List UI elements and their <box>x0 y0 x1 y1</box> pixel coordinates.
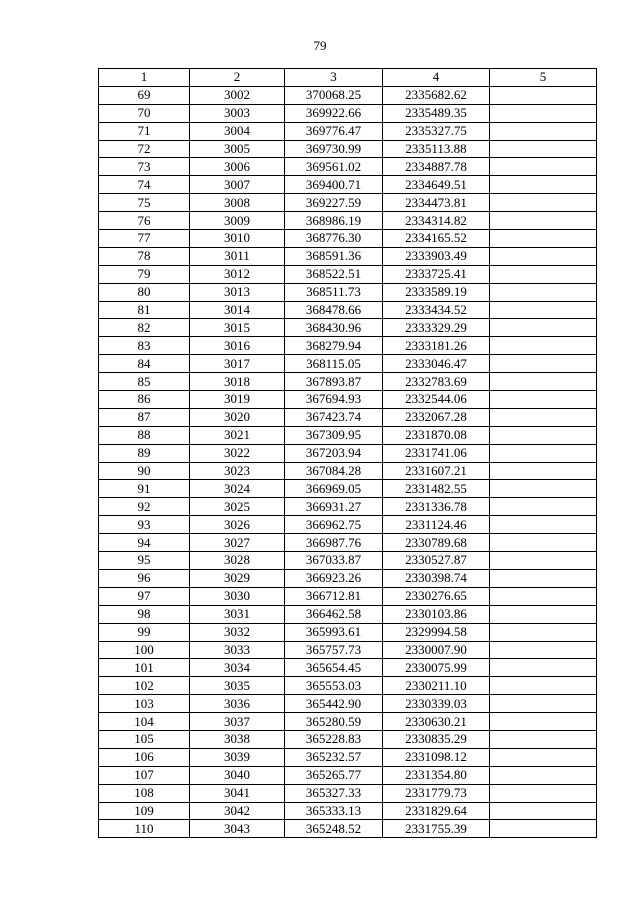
table-cell: 3019 <box>190 391 285 409</box>
table-cell <box>490 748 597 766</box>
table-cell: 71 <box>99 122 190 140</box>
table-row <box>99 373 597 391</box>
table-cell: 96 <box>99 569 190 587</box>
table-cell: 2331755.39 <box>383 820 490 838</box>
table-cell: 366931.27 <box>285 498 383 516</box>
table-row <box>99 176 597 194</box>
table-cell: 366987.76 <box>285 534 383 552</box>
table-cell: 3002 <box>190 86 285 104</box>
table-cell: 75 <box>99 194 190 212</box>
table-cell: 3038 <box>190 730 285 748</box>
table-cell: 367309.95 <box>285 426 383 444</box>
table-cell: 365280.59 <box>285 713 383 731</box>
table-cell: 2333589.19 <box>383 283 490 301</box>
table-cell: 2330007.90 <box>383 641 490 659</box>
table-cell: 2331482.55 <box>383 480 490 498</box>
table-cell <box>490 766 597 784</box>
table-row <box>99 444 597 462</box>
table-cell: 2330398.74 <box>383 569 490 587</box>
table-row <box>99 355 597 373</box>
table-cell: 2334165.52 <box>383 230 490 248</box>
table-cell: 367423.74 <box>285 408 383 426</box>
table-cell <box>490 516 597 534</box>
table-cell: 3021 <box>190 426 285 444</box>
table-cell: 3041 <box>190 784 285 802</box>
table-cell <box>490 426 597 444</box>
table-cell: 365757.73 <box>285 641 383 659</box>
table-cell <box>490 212 597 230</box>
table-cell: 87 <box>99 408 190 426</box>
table-row <box>99 104 597 122</box>
table-cell <box>490 784 597 802</box>
table-row <box>99 158 597 176</box>
table-cell: 368591.36 <box>285 247 383 265</box>
table-cell: 106 <box>99 748 190 766</box>
table-cell <box>490 802 597 820</box>
table-cell: 2332783.69 <box>383 373 490 391</box>
table-row <box>99 820 597 838</box>
column-header: 2 <box>190 69 285 87</box>
table-row <box>99 730 597 748</box>
table-cell: 2334649.51 <box>383 176 490 194</box>
table-row <box>99 283 597 301</box>
table-cell: 3018 <box>190 373 285 391</box>
table-cell: 3039 <box>190 748 285 766</box>
table-row <box>99 695 597 713</box>
table-cell: 367203.94 <box>285 444 383 462</box>
table-cell: 2330276.65 <box>383 587 490 605</box>
table-cell: 365248.52 <box>285 820 383 838</box>
table-cell <box>490 301 597 319</box>
table-cell: 3031 <box>190 605 285 623</box>
table-cell: 368522.51 <box>285 265 383 283</box>
table-cell: 3004 <box>190 122 285 140</box>
table-cell: 3020 <box>190 408 285 426</box>
table-cell: 3030 <box>190 587 285 605</box>
table-cell <box>490 587 597 605</box>
table-row <box>99 391 597 409</box>
table-cell: 3034 <box>190 659 285 677</box>
table-row <box>99 462 597 480</box>
table-cell: 2331098.12 <box>383 748 490 766</box>
table-cell: 3032 <box>190 623 285 641</box>
table-cell: 92 <box>99 498 190 516</box>
table-cell: 368279.94 <box>285 337 383 355</box>
table-cell: 365654.45 <box>285 659 383 677</box>
table-cell: 2335489.35 <box>383 104 490 122</box>
table-cell: 3007 <box>190 176 285 194</box>
table-cell <box>490 247 597 265</box>
table-cell: 3027 <box>190 534 285 552</box>
table-cell: 365265.77 <box>285 766 383 784</box>
table-cell: 2330075.99 <box>383 659 490 677</box>
table-cell: 83 <box>99 337 190 355</box>
table-cell: 369227.59 <box>285 194 383 212</box>
table-cell: 369561.02 <box>285 158 383 176</box>
table-cell <box>490 641 597 659</box>
table-row <box>99 516 597 534</box>
table-cell: 2333434.52 <box>383 301 490 319</box>
table-cell: 3022 <box>190 444 285 462</box>
table-row <box>99 319 597 337</box>
table-cell <box>490 194 597 212</box>
table-row <box>99 194 597 212</box>
table-row <box>99 212 597 230</box>
table-cell: 368115.05 <box>285 355 383 373</box>
table-cell: 74 <box>99 176 190 194</box>
table-cell <box>490 623 597 641</box>
table-row <box>99 641 597 659</box>
table-header-row <box>99 69 597 87</box>
table-cell: 2331607.21 <box>383 462 490 480</box>
table-cell: 3008 <box>190 194 285 212</box>
table-cell: 2330630.21 <box>383 713 490 731</box>
table-cell: 2332067.28 <box>383 408 490 426</box>
table-cell: 3042 <box>190 802 285 820</box>
table-cell: 370068.25 <box>285 86 383 104</box>
table-cell: 368511.73 <box>285 283 383 301</box>
table-cell: 86 <box>99 391 190 409</box>
table-cell: 366712.81 <box>285 587 383 605</box>
table-cell: 367084.28 <box>285 462 383 480</box>
table-cell: 76 <box>99 212 190 230</box>
table-cell: 89 <box>99 444 190 462</box>
table-cell: 2334473.81 <box>383 194 490 212</box>
table-cell: 104 <box>99 713 190 731</box>
table-row <box>99 605 597 623</box>
table-cell: 3023 <box>190 462 285 480</box>
table-cell: 94 <box>99 534 190 552</box>
table-cell: 2330835.29 <box>383 730 490 748</box>
table-cell: 97 <box>99 587 190 605</box>
table-cell: 84 <box>99 355 190 373</box>
table-cell: 95 <box>99 552 190 570</box>
table-cell: 365228.83 <box>285 730 383 748</box>
table-cell: 3043 <box>190 820 285 838</box>
table-cell: 2330789.68 <box>383 534 490 552</box>
table-cell: 3029 <box>190 569 285 587</box>
table-cell: 3037 <box>190 713 285 731</box>
table-cell: 3009 <box>190 212 285 230</box>
table-cell: 2333903.49 <box>383 247 490 265</box>
table-cell <box>490 337 597 355</box>
table-cell: 369730.99 <box>285 140 383 158</box>
table-cell <box>490 552 597 570</box>
table-row <box>99 784 597 802</box>
table-cell: 2332544.06 <box>383 391 490 409</box>
table-row <box>99 230 597 248</box>
table-row <box>99 766 597 784</box>
table-cell <box>490 480 597 498</box>
table-cell: 2330211.10 <box>383 677 490 695</box>
table-cell: 366462.58 <box>285 605 383 623</box>
table-cell: 2331779.73 <box>383 784 490 802</box>
table-cell <box>490 391 597 409</box>
table-row <box>99 713 597 731</box>
table-cell: 3011 <box>190 247 285 265</box>
table-cell: 3025 <box>190 498 285 516</box>
table-cell: 3026 <box>190 516 285 534</box>
table-cell <box>490 462 597 480</box>
table-cell: 368776.30 <box>285 230 383 248</box>
table-cell <box>490 283 597 301</box>
table-cell: 3005 <box>190 140 285 158</box>
table-cell: 2334314.82 <box>383 212 490 230</box>
table-cell: 2333725.41 <box>383 265 490 283</box>
table-cell: 2335327.75 <box>383 122 490 140</box>
table-row <box>99 498 597 516</box>
table-cell <box>490 408 597 426</box>
page-number: 79 <box>313 38 327 53</box>
table-cell: 88 <box>99 426 190 444</box>
table-cell <box>490 730 597 748</box>
table-cell: 98 <box>99 605 190 623</box>
table-cell <box>490 373 597 391</box>
table-cell: 369400.71 <box>285 176 383 194</box>
table-row <box>99 748 597 766</box>
table-row <box>99 569 597 587</box>
table-cell: 369776.47 <box>285 122 383 140</box>
table-cell: 103 <box>99 695 190 713</box>
table-cell <box>490 86 597 104</box>
table-body <box>99 86 597 837</box>
table-cell: 2331336.78 <box>383 498 490 516</box>
table-cell: 109 <box>99 802 190 820</box>
table-cell <box>490 355 597 373</box>
table-cell: 77 <box>99 230 190 248</box>
table-cell: 3013 <box>190 283 285 301</box>
table-row <box>99 426 597 444</box>
table-cell: 81 <box>99 301 190 319</box>
table-cell: 365553.03 <box>285 677 383 695</box>
table-cell: 3014 <box>190 301 285 319</box>
table-cell: 2331354.80 <box>383 766 490 784</box>
table-cell <box>490 230 597 248</box>
table-cell: 2333329.29 <box>383 319 490 337</box>
table-cell: 365993.61 <box>285 623 383 641</box>
table-cell: 365442.90 <box>285 695 383 713</box>
table-cell: 108 <box>99 784 190 802</box>
table-cell: 369922.66 <box>285 104 383 122</box>
table-cell: 366923.26 <box>285 569 383 587</box>
table-cell <box>490 820 597 838</box>
table-cell <box>490 498 597 516</box>
table-cell <box>490 176 597 194</box>
table-cell: 72 <box>99 140 190 158</box>
table-cell <box>490 158 597 176</box>
coordinates-table <box>98 68 597 838</box>
table-cell: 2331870.08 <box>383 426 490 444</box>
column-header: 1 <box>99 69 190 87</box>
table-cell: 3028 <box>190 552 285 570</box>
table-cell: 69 <box>99 86 190 104</box>
table-cell: 3010 <box>190 230 285 248</box>
table-cell: 107 <box>99 766 190 784</box>
table-cell: 82 <box>99 319 190 337</box>
table-cell: 2329994.58 <box>383 623 490 641</box>
table-cell: 105 <box>99 730 190 748</box>
table-cell: 2330527.87 <box>383 552 490 570</box>
table-row <box>99 122 597 140</box>
table-row <box>99 677 597 695</box>
table-cell: 2331741.06 <box>383 444 490 462</box>
table-cell: 3012 <box>190 265 285 283</box>
table-cell <box>490 319 597 337</box>
table-row <box>99 802 597 820</box>
table-cell: 3006 <box>190 158 285 176</box>
table-cell: 2334887.78 <box>383 158 490 176</box>
table-cell: 3036 <box>190 695 285 713</box>
table-cell: 3040 <box>190 766 285 784</box>
table-cell <box>490 659 597 677</box>
table-row <box>99 587 597 605</box>
table-cell: 110 <box>99 820 190 838</box>
table-cell <box>490 122 597 140</box>
table-cell: 368478.66 <box>285 301 383 319</box>
table-cell <box>490 140 597 158</box>
table-cell <box>490 605 597 623</box>
table-cell: 365327.33 <box>285 784 383 802</box>
table-cell: 3017 <box>190 355 285 373</box>
table-cell: 368986.19 <box>285 212 383 230</box>
table-row <box>99 534 597 552</box>
table-cell: 2335113.88 <box>383 140 490 158</box>
table-cell <box>490 569 597 587</box>
table-cell: 3016 <box>190 337 285 355</box>
table-cell <box>490 265 597 283</box>
table-cell: 367893.87 <box>285 373 383 391</box>
table-row <box>99 480 597 498</box>
table-cell: 2335682.62 <box>383 86 490 104</box>
table-row <box>99 552 597 570</box>
table-row <box>99 337 597 355</box>
column-header: 5 <box>490 69 597 87</box>
table-cell: 99 <box>99 623 190 641</box>
table-cell: 79 <box>99 265 190 283</box>
table-cell <box>490 713 597 731</box>
table-cell: 368430.96 <box>285 319 383 337</box>
table-cell <box>490 534 597 552</box>
table-cell: 2333046.47 <box>383 355 490 373</box>
table-row <box>99 265 597 283</box>
table-row <box>99 659 597 677</box>
table-cell <box>490 444 597 462</box>
table-cell: 365232.57 <box>285 748 383 766</box>
table-cell: 73 <box>99 158 190 176</box>
table-cell: 3035 <box>190 677 285 695</box>
table-cell: 90 <box>99 462 190 480</box>
table-cell: 2331124.46 <box>383 516 490 534</box>
table-cell: 78 <box>99 247 190 265</box>
table-cell: 100 <box>99 641 190 659</box>
table-cell: 3015 <box>190 319 285 337</box>
table-cell: 3033 <box>190 641 285 659</box>
table-cell: 3024 <box>190 480 285 498</box>
table-cell: 102 <box>99 677 190 695</box>
table-cell: 2331829.64 <box>383 802 490 820</box>
table-row <box>99 140 597 158</box>
column-header: 3 <box>285 69 383 87</box>
table-cell: 101 <box>99 659 190 677</box>
table-cell: 366962.75 <box>285 516 383 534</box>
table-row <box>99 408 597 426</box>
table-cell: 70 <box>99 104 190 122</box>
table-cell: 367694.93 <box>285 391 383 409</box>
table-cell: 366969.05 <box>285 480 383 498</box>
table-cell <box>490 104 597 122</box>
table-cell: 367033.87 <box>285 552 383 570</box>
table-cell: 2330103.86 <box>383 605 490 623</box>
table-row <box>99 86 597 104</box>
table-cell: 93 <box>99 516 190 534</box>
table-row <box>99 247 597 265</box>
table-cell: 365333.13 <box>285 802 383 820</box>
table-cell <box>490 695 597 713</box>
table-row <box>99 301 597 319</box>
table-cell: 85 <box>99 373 190 391</box>
table-cell: 3003 <box>190 104 285 122</box>
table-cell: 2330339.03 <box>383 695 490 713</box>
table-cell: 2333181.26 <box>383 337 490 355</box>
table-row <box>99 623 597 641</box>
table-cell <box>490 677 597 695</box>
table-cell: 80 <box>99 283 190 301</box>
table-cell: 91 <box>99 480 190 498</box>
column-header: 4 <box>383 69 490 87</box>
